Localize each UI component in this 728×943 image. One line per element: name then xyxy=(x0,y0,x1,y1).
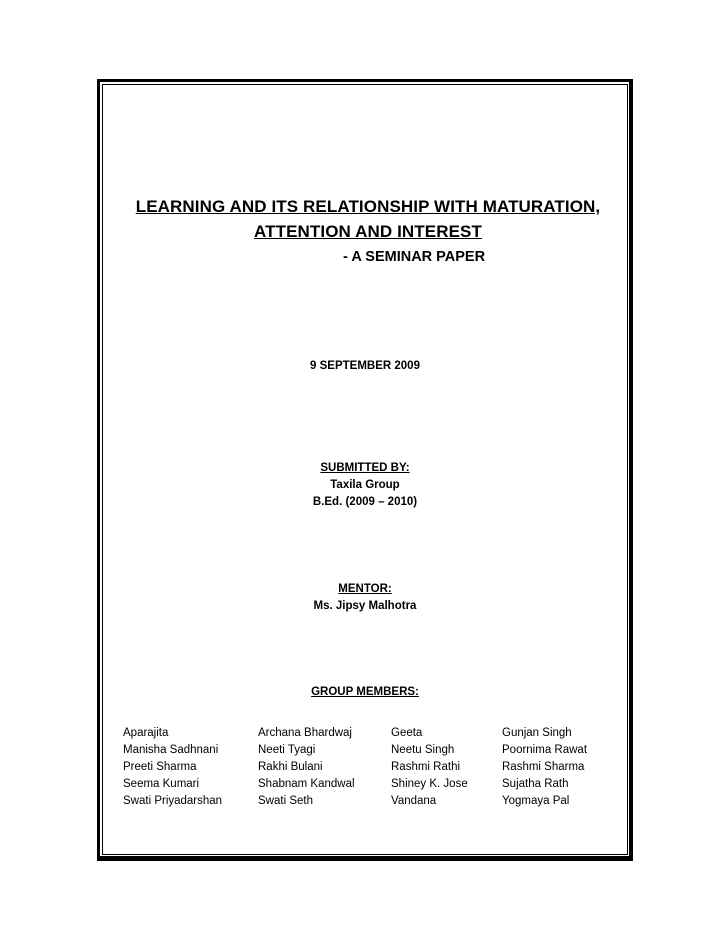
member-name: Neetu Singh xyxy=(391,744,455,756)
submitted-by-section xyxy=(240,460,490,511)
member-name: Vandana xyxy=(391,795,437,807)
member-name: Shiney K. Jose xyxy=(391,778,468,790)
group-members-heading: GROUP MEMBERS: xyxy=(311,686,419,698)
member-name: Rashmi Sharma xyxy=(502,761,585,773)
member-name: Yogmaya Pal xyxy=(502,795,570,807)
member-name: Sujatha Rath xyxy=(502,778,569,790)
submitted-by-heading: SUBMITTED BY: xyxy=(320,462,410,474)
mentor-section xyxy=(240,581,490,615)
member-name: Rakhi Bulani xyxy=(258,761,323,773)
date: 9 SEPTEMBER 2009 xyxy=(310,360,420,372)
member-name: Geeta xyxy=(391,727,423,739)
document-title xyxy=(118,194,618,244)
mentor-name: Ms. Jipsy Malhotra xyxy=(313,600,417,612)
title-line-2: ATTENTION AND INTEREST xyxy=(254,222,482,241)
member-name: Swati Seth xyxy=(258,795,313,807)
group-name: Taxila Group xyxy=(330,479,400,491)
mentor-heading: MENTOR: xyxy=(338,583,392,595)
member-name: Neeti Tyagi xyxy=(258,744,316,756)
document-subtitle: - A SEMINAR PAPER xyxy=(343,249,486,265)
member-name: Gunjan Singh xyxy=(502,727,572,739)
member-name: Archana Bhardwaj xyxy=(258,727,352,739)
member-name: Poornima Rawat xyxy=(502,744,588,756)
member-name: Aparajita xyxy=(123,727,169,739)
member-name: Swati Priyadarshan xyxy=(123,795,223,807)
member-name: Preeti Sharma xyxy=(123,761,197,773)
members-list xyxy=(123,725,622,810)
member-name: Shabnam Kandwal xyxy=(258,778,355,790)
title-line-1: LEARNING AND ITS RELATIONSHIP WITH MATURATION, xyxy=(135,197,601,216)
member-name: Manisha Sadhnani xyxy=(123,744,219,756)
course-name: B.Ed. (2009 – 2010) xyxy=(312,496,418,508)
member-name: Rashmi Rathi xyxy=(391,761,461,773)
member-name: Seema Kumari xyxy=(123,778,200,790)
